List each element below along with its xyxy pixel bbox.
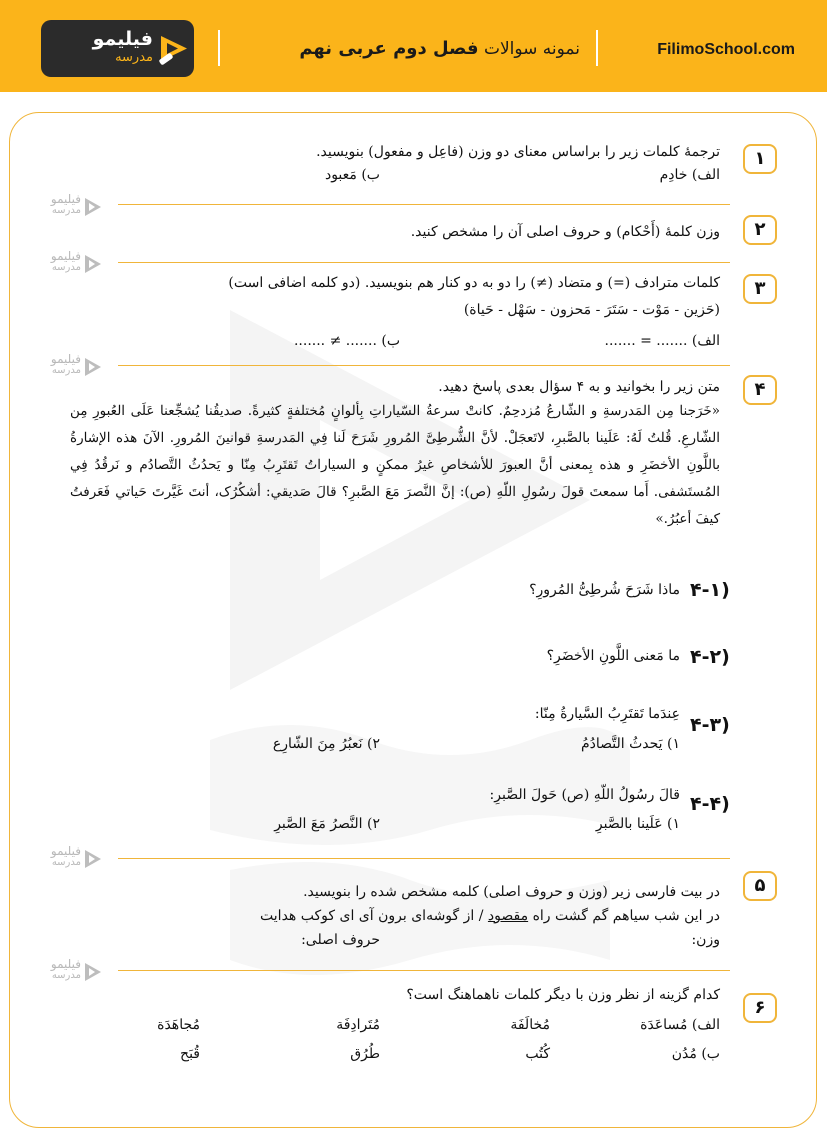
side-watermark-icon (83, 356, 103, 378)
q1-prompt: ترجمهٔ کلمات زیر را براساس معنای دو وزن (فاعِل و مفعول) بنویسید. (316, 144, 720, 160)
question-divider (118, 970, 730, 971)
q4-intro: متن زیر را بخوانید و به ۴ سؤال بعدی پاسخ دهید. (438, 379, 720, 395)
q1-option-b: ب) مَعبود (324, 167, 380, 183)
q4-sub2-text: ما مَعنی اللَّونِ الأخضَرِ؟ (546, 648, 680, 664)
side-watermark-text: فیلیمو (50, 352, 81, 366)
q6-option-a3: مُتَرادِفَة (336, 1017, 380, 1033)
q5-prompt: در بیت فارسی زیر (وزن و حروف اصلی) کلمه مشخص شده را بنویسید. (303, 884, 720, 900)
q4-sub4-option-2: ۲) النَّصرُ مَعَ الصَّبرِ (274, 816, 380, 832)
q6-option-b4: قُبَح (180, 1046, 200, 1062)
side-watermark-icon (83, 253, 103, 275)
side-watermark (27, 249, 105, 274)
q6-option-a4: مُجاهَدَة (157, 1017, 200, 1033)
q5-verse-before: در این شب سیاهم گم گشت راه (532, 908, 720, 924)
q3-prompt: کلمات مترادف (=) و متضاد (≠) را دو به دو کنار هم بنویسید. (دو کلمه اضافی است) (228, 275, 720, 291)
page-title (240, 36, 580, 62)
q6-option-b2: کُتُب (525, 1046, 550, 1062)
logo-brand-text: فیلیمو (92, 28, 153, 50)
q4-sub1-text: ماذا شَرَحَ شُرطِیُّ المُرورِ؟ (529, 582, 680, 598)
side-watermark-text: مدرسه (51, 857, 81, 868)
side-watermark-text: فیلیمو (50, 957, 81, 971)
side-watermark-text: فیلیمو (50, 249, 81, 263)
q4-sub4-text: قالَ رسُولُ اللّهِ (ص) حَولَ الصَّبرِ: (489, 787, 680, 803)
question-number: ۳ (743, 274, 777, 304)
side-watermark (27, 192, 105, 217)
side-watermark-icon (83, 196, 103, 218)
q3-word-list: (حَزین - مَوْت - سَتَرَ - مَحزون - سَهْل - حَیاة) (463, 302, 720, 318)
question-divider (118, 204, 730, 205)
q6-option-a1: الف) مُساعَدَة (640, 1017, 720, 1033)
page-header (0, 0, 827, 92)
question-number: ۱ (743, 144, 777, 174)
side-watermark-text: مدرسه (51, 365, 81, 376)
side-watermark-icon (83, 848, 103, 870)
q5-weight-label: وزن: (691, 932, 720, 948)
side-watermark-text: مدرسه (51, 970, 81, 981)
filimo-school-logo[interactable] (41, 20, 194, 77)
side-watermark-text: مدرسه (51, 262, 81, 273)
q5-verse-after: / از گوشه‌ای برون آی ای کوکب هدایت (260, 908, 484, 924)
title-prefix: نمونه سوالات (483, 39, 580, 59)
side-watermark (27, 844, 105, 869)
side-watermark-text: مدرسه (51, 205, 81, 216)
q6-option-b3: طُرُق (350, 1046, 380, 1062)
q5-target-word: مقصود (487, 908, 529, 924)
filimo-play-icon (157, 30, 191, 67)
site-url[interactable]: FilimoSchool.com (657, 41, 795, 58)
q2-prompt: وزن کلمهٔ (أَحْکام) و حروف اصلی آن را مشخص کنید. (410, 224, 720, 240)
side-watermark (27, 352, 105, 377)
side-watermark-icon (83, 961, 103, 983)
logo-school-text: مدرسه (115, 50, 153, 65)
q6-option-b1: ب) مُدُن (671, 1046, 720, 1062)
question-divider (118, 262, 730, 263)
q6-prompt: کدام گزینه از نظر وزن با دیگر کلمات ناهماهنگ است؟ (406, 987, 720, 1003)
question-number: ۵ (743, 871, 777, 901)
side-watermark-text: فیلیمو (50, 192, 81, 206)
q4-sub2-label: ۴-۲) (690, 646, 730, 668)
side-watermark (27, 957, 105, 982)
q6-option-a2: مُخالَفَة (510, 1017, 550, 1033)
q5-verse (260, 906, 720, 926)
q4-sub4-label: ۴-۴) (690, 793, 730, 815)
question-number: ۲ (743, 215, 777, 245)
question-divider (118, 365, 730, 366)
q4-sub1-label: ۴-۱) (690, 579, 730, 601)
q3-blank-synonym: الف) ....... = ....... (604, 333, 720, 349)
title-bold: فصل دوم عربی نهم (299, 38, 479, 59)
q3-blank-antonym: ب) ....... ≠ ....... (293, 333, 400, 349)
question-number: ۴ (743, 375, 777, 405)
q4-sub4-option-1: ۱) عَلَینا بالصَّبرِ (595, 816, 680, 832)
q4-passage: «خَرَجنا مِن المَدرسةِ و الشّارعُ مُزدحِمٌ. کانتْ سرعةُ السّیاراتِ بِألوانٍ مُختلفةٍ کثیرةً. صدیقُنا یُشجِّعنا عَلَی العُبورِ مِن الشّارعِ. قُلتُ لَهُ: عَلَینا بالصَّبرِ، لاتَعجَلْ. لأنَّ الشُّرطِیَّ المُرورِ شَرَحَ لَنا فِي المَدرسةِ قوانینَ المُرورِ. الآنَ هذه الإشارةُ باللَّونِ الأخضَرِ و هذه بِمعنی أنَّ العبورَ للأشخاصِ غیرُ ممکنٍ و السیاراتُ تَقتَرِبُ مِنّا و یَحدُثُ التَّصادُم و نَرقُدُ فِي المُستَشفی. أَما سمعتَ قولَ رسُولِ اللّهِ (ص): إنَّ النَّصرَ مَعَ الصَّبرِ؟ قالَ صَدیقي: أشکُرُک، أنتَ غَیَّرتَ حَیاتي فَعَرفتُ کیفَ أعبُرُ.» (70, 403, 720, 527)
q5-root-label: حروف اصلی: (301, 932, 380, 948)
q4-sub3-text: عِندَما تَقتَرِبُ السَّیارةُ مِنّا: (534, 706, 680, 722)
side-watermark-text: فیلیمو (50, 844, 81, 858)
q4-sub3-label: ۴-۳) (690, 714, 730, 736)
question-divider (118, 858, 730, 859)
header-divider (218, 30, 220, 66)
header-divider (596, 30, 598, 66)
q4-sub3-option-2: ۲) نَعبُرُ مِنَ الشّارِع (272, 736, 380, 752)
q1-option-a: الف) خادِم (659, 167, 720, 183)
q4-sub3-option-1: ۱) یَحدثُ التَّصادُمُ (580, 736, 680, 752)
question-number: ۶ (743, 993, 777, 1023)
